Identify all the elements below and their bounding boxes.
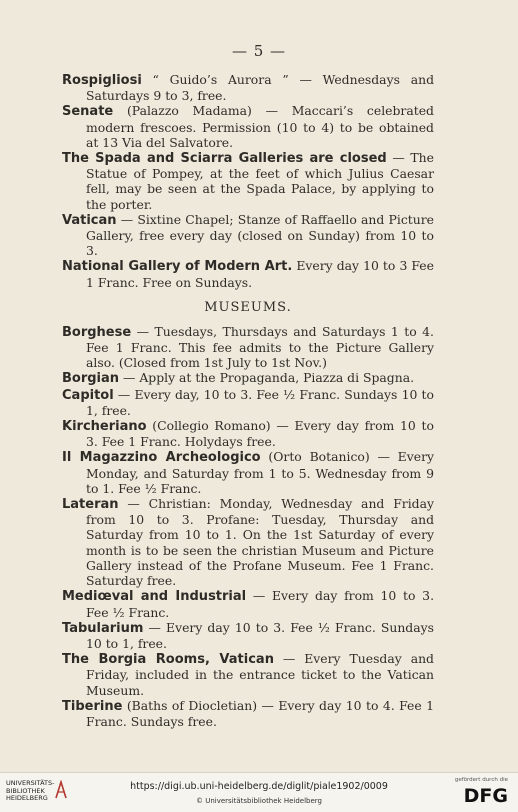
entry-name: The Spada and Sciarra Galleries are closed	[62, 151, 387, 167]
entry-text: — Christian: Monday, Wednesday and Friday from 10 to 3. Profane: Tuesday, Thursday and Saturday from 10 to 1. On the 1st Saturday of every month is to be seen the christian Museum and Picture Gallery instead of the Profane Museum. Fee 1 Franc. Saturday free.	[86, 496, 434, 589]
entry	[62, 387, 434, 418]
entry	[62, 698, 434, 729]
entry-name: Lateran	[62, 497, 119, 513]
entry-text: (Palazzo Madama) — Maccari’s celebrated modern frescoes. Permission (10 to 4) to be obtained at 13 Via del Salvatore.	[86, 103, 434, 150]
permalink-url[interactable]: https://digi.ub.uni-heidelberg.de/diglit/piale1902/0009	[130, 781, 388, 792]
entry-text: “ Guido’s Aurora ” — Wednesdays and Saturdays 9 to 3, free.	[86, 72, 434, 104]
entry	[62, 496, 434, 588]
entry-name: The Borgia Rooms, Vatican	[62, 652, 274, 668]
museum-list	[62, 324, 434, 729]
entry-text: — Every Tuesday and Friday, included in the entrance ticket to the Vatican Museum.	[86, 651, 434, 698]
entry-name: Rospigliosi	[62, 73, 142, 88]
dfg-logo: DFG	[463, 785, 508, 807]
entry	[62, 418, 434, 449]
footer-bar	[0, 772, 518, 812]
entry-name: Tabularium	[62, 620, 144, 636]
entry-text: — The Statue of Pompey, at the feet of which Julius Caesar fell, may be seen at the Spada Palace, by applying to the porter.	[86, 150, 434, 212]
entry-text: (Collegio Romano) — Every day from 10 to 3. Fee 1 Franc. Holydays free.	[86, 418, 434, 450]
entry-name: Borgian	[62, 371, 120, 387]
entry	[62, 370, 434, 386]
entry	[62, 258, 434, 289]
entry-text: — Every day, 10 to 3. Fee ½ Franc. Sundays 10 to 1, free.	[86, 386, 434, 418]
entry-text: — Apply at the Propaganda, Piazza di Spagna.	[119, 370, 415, 386]
entry-name: Capitol	[62, 387, 114, 403]
entry-name: Il Magazzino Archeologico	[62, 450, 261, 466]
library-name: UNIVERSITÄTS- BIBLIOTHEK HEIDELBERG	[6, 779, 55, 802]
entry-text: — Tuesdays, Thursdays and Saturdays 1 to 4. Fee 1 Franc. This fee admits to the Picture Gallery also. (Closed from 1st July to 1st Nov.)	[86, 323, 434, 371]
entry	[62, 150, 434, 212]
entry	[62, 449, 434, 496]
entry-name: Kircheriano	[62, 419, 147, 435]
entry-name: Borghese	[62, 324, 132, 340]
entry-name: Tiberine	[62, 698, 123, 714]
funding-note: gefördert durch die	[454, 777, 508, 783]
entry-text: Every day 10 to 3 Fee 1 Franc. Free on Sundays.	[86, 258, 434, 290]
entry	[62, 72, 434, 103]
entry-name: Mediœval and Industrial	[62, 589, 247, 605]
entry-text: (Orto Botanico) — Every Monday, and Saturday from 1 to 5. Wednesday from 9 to 1. Fee ½ Franc.	[86, 449, 434, 496]
entry	[62, 651, 434, 698]
entry-text: — Sixtine Chapel; Stanze of Raffaello and Picture Gallery, free every day (closed on Sunday) from 10 to 3.	[86, 211, 434, 259]
entry-text: — Every day 10 to 3. Fee ½ Franc. Sundays 10 to 1, free.	[86, 619, 434, 651]
entry-name: National Gallery of Modern Art.	[62, 259, 293, 275]
entry-name: Vatican	[62, 212, 117, 228]
entry	[62, 212, 434, 259]
entry	[62, 588, 434, 619]
entry-name: Senate	[62, 104, 114, 120]
entry	[62, 103, 434, 150]
page-number: — 5 —	[231, 42, 287, 60]
gallery-list	[62, 72, 434, 290]
entry	[62, 620, 434, 651]
entry-text: (Baths of Diocletian) — Every day 10 to 4. Fee 1 Franc. Sundays free.	[86, 697, 434, 729]
text-body	[62, 72, 434, 729]
copyright-notice: © Universitätsbibliothek Heidelberg	[195, 797, 322, 805]
entry-text: — Every day from 10 to 3. Fee ½ Franc.	[86, 588, 435, 620]
entry	[62, 324, 434, 371]
museums-heading: MUSEUMS.	[204, 299, 292, 315]
